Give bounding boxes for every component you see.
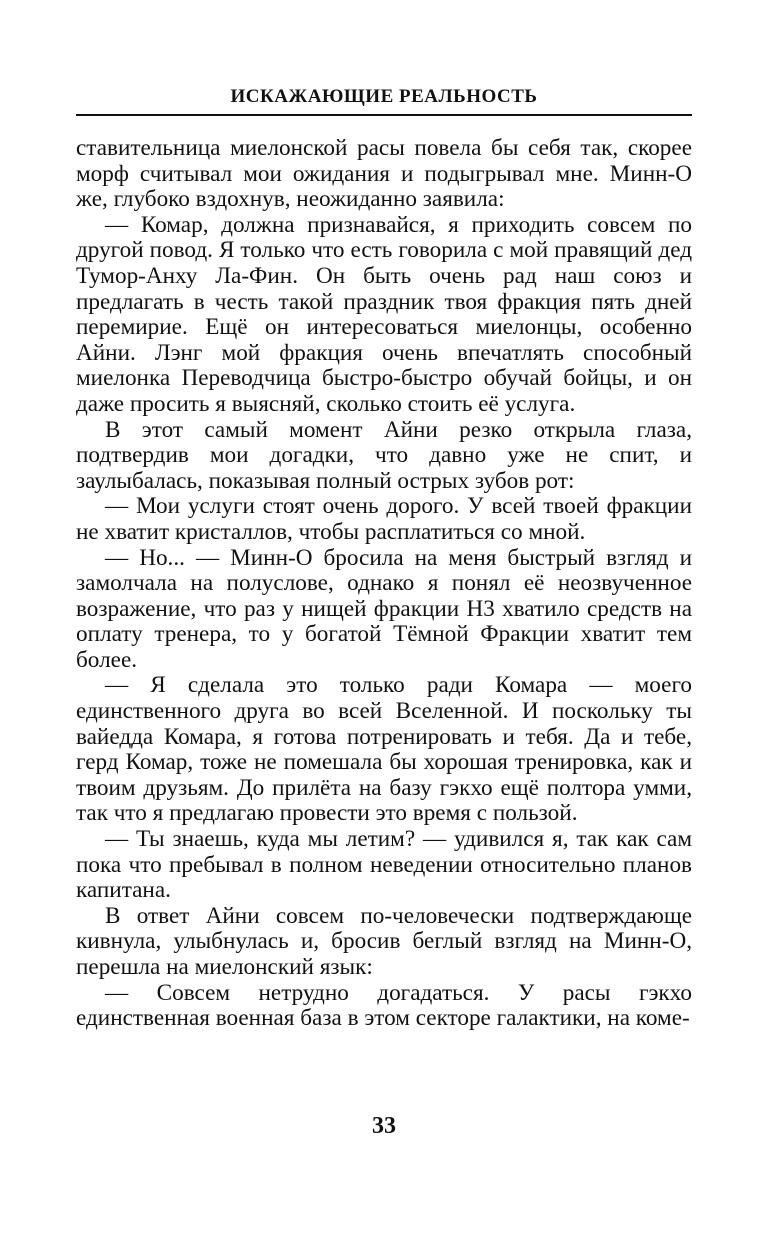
paragraph: — Комар, должна признавайся, я приходить совсем по другой повод. Я только что есть говорила с мой правящий дед Тумор-Анху Ла-Фин. Он быть очень рад наш союз и предлагать в честь такой праздник твоя фракция пять дней перемирие. Ещё он интересоваться миелонцы, особенно Айни. Лэнг мой фракция очень впечатлять способный миелонка Переводчица быстро-быстро обучай бойцы, и он даже просить я выясняй, сколько стоить её услуга. [76, 211, 692, 417]
paragraph: — Совсем нетрудно догадаться. У расы гэкхо единственная военная база в этом секторе галактики, на коме- [76, 979, 692, 1032]
running-title: ИСКАЖАЮЩИЕ РЕАЛЬНОСТЬ [76, 84, 692, 116]
body-text [76, 136, 692, 1032]
paragraph: — Мои услуги стоят очень дорого. У всей твоей фракции не хватит кристаллов, чтобы расплатиться со мной. [76, 493, 692, 545]
paragraph: В ответ Айни совсем по-человечески подтверждающе кивнула, улыбнулась и, бросив беглый взгляд на Минн-О, перешла на миелонский язык: [76, 902, 692, 980]
paragraph: — Но... — Минн-О бросила на меня быстрый взгляд и замолчала на полуслове, однако я понял её неозвученное возражение, что раз у нищей фракции Н3 хватило средств на оплату тренера, то у богатой Тёмной Фракции хватит тем более. [76, 544, 692, 673]
page-number: 33 [372, 1113, 396, 1139]
paragraph: ставительница миелонской расы повела бы себя так, скорее морф считывал мои ожидания и подыгрывал мне. Минн-О же, глубоко вздохнув, неожиданно заявила: [76, 135, 692, 213]
paragraph: В этот самый момент Айни резко открыла глаза, подтвердив мои догадки, что давно уже не спит, и заулыбалась, показывая полный острых зубов рот: [76, 416, 692, 494]
paragraph: — Я сделала это только ради Комара — моего единственного друга во всей Вселенной. И поскольку ты вайедда Комара, я готова потренировать и тебя. Да и тебе, герд Комар, тоже не помешала бы хорошая тренировка, как и твоим друзьям. До прилёта на базу гэкхо ещё полтора умми, так что я предлагаю провести это время с пользой. [76, 672, 692, 827]
paragraph: — Ты знаешь, куда мы летим? — удивился я, так как сам пока что пребывал в полном неведении относительно планов капитана. [76, 826, 692, 904]
book-page [76, 84, 692, 1032]
